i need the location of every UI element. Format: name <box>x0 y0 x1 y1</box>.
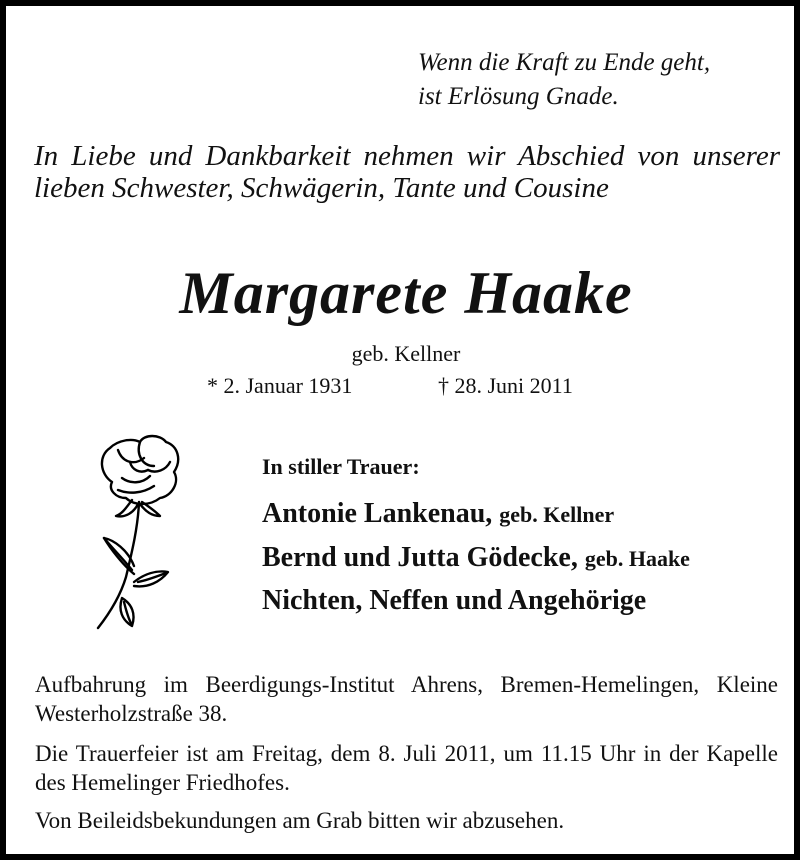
mourner-name: Bernd und Jutta Gödecke, <box>262 542 578 573</box>
mourner-name: Nichten, Neffen und Angehörige <box>262 585 647 616</box>
death-date: † 28. Juni 2011 <box>438 373 573 398</box>
mourner-entry <box>262 584 646 618</box>
birth-date: * 2. Januar 1931 <box>207 373 353 398</box>
mourner-name: Antonie Lankenau, <box>262 498 493 529</box>
deceased-name: Margarete Haake <box>179 260 633 326</box>
mourner-entry <box>262 497 614 532</box>
mourner-birth-name: geb. Haake <box>584 546 690 571</box>
mourners-heading: In stiller Trauer: <box>262 454 420 479</box>
rose-icon <box>82 432 194 632</box>
funeral-service-info: Die Trauerfeier ist am Freitag, dem 8. Juli 2011, um 11.15 Uhr in der Kapelle des Hemelinger Friedhofes. <box>35 741 778 795</box>
motto-line-1: Wenn die Kraft zu Ende geht, <box>418 49 711 76</box>
birth-name: geb. Kellner <box>351 341 461 366</box>
mourner-birth-name: geb. Kellner <box>499 502 615 527</box>
condolence-note: Von Beileidsbekundungen am Grab bitten wir abzusehen. <box>35 808 565 833</box>
viewing-info: Aufbahrung im Beerdigungs-Institut Ahrens, Bremen-Hemelingen, Kleine Westerholzstraße 38. <box>35 672 778 726</box>
motto-line-2: ist Erlösung Gnade. <box>418 83 619 110</box>
intro-text: In Liebe und Dankbarkeit nehmen wir Abschied von unserer lieben Schwester, Schwägerin, Tante und Cousine <box>34 140 780 204</box>
motto <box>418 46 710 114</box>
mourner-entry <box>262 541 690 576</box>
